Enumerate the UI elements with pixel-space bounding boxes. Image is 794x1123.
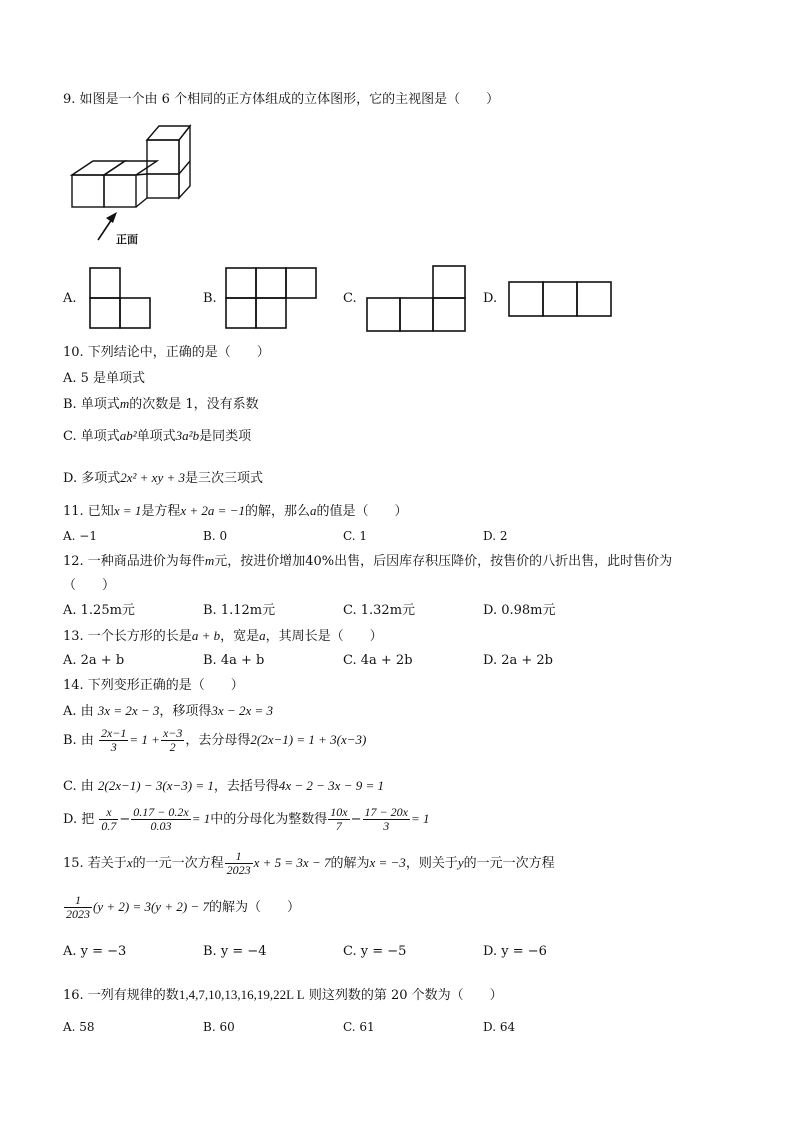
q10-option-a: A. 5 是单项式 bbox=[63, 371, 146, 386]
q12-option-c: C. 1.32m元 bbox=[343, 603, 416, 618]
q10-option-d: D. 多项式2x² + xy + 3是三次三项式 bbox=[63, 470, 264, 486]
q12-option-b: B. 1.12m元 bbox=[203, 603, 276, 618]
q11-option-c: C. 1 bbox=[343, 529, 368, 543]
q16-stem: 16. 一列有规律的数1,4,7,10,13,16,19,22L L 则这列数的第 20 个数为（ ） bbox=[63, 987, 503, 1003]
q15-option-b: B. y = −4 bbox=[203, 944, 267, 959]
q11-option-d: D. 2 bbox=[483, 529, 508, 543]
q9-option-d-figure bbox=[507, 280, 613, 318]
q10-option-c: C. 单项式ab²单项式3a²b是同类项 bbox=[63, 428, 252, 444]
q9-option-a-label: A. bbox=[63, 291, 77, 306]
q11-option-b: B. 0 bbox=[203, 529, 228, 543]
q9-3d-figure bbox=[62, 120, 202, 250]
q9-option-d-label: D. bbox=[483, 291, 498, 306]
q9-stem: 9. 如图是一个由 6 个相同的正方体组成的立体图形，它的主视图是（ ） bbox=[63, 92, 500, 107]
q14-option-d: D. 把 $\frac{x}{0.7}$ − $\frac{0.17 - 0.2x}{0.03}$ = 1中的分母化为整数得 $\frac{10x}{7}$ − $\frac{17 - 20x}{3}$ = 1 bbox=[63, 805, 430, 833]
q9-option-a-figure bbox=[88, 266, 152, 330]
q16-option-c: C. 61 bbox=[343, 1020, 375, 1034]
q13-option-b: B. 4a + b bbox=[203, 653, 265, 668]
q9-option-b-figure bbox=[224, 266, 320, 330]
q10-option-b: B. 单项式m的次数是 1，没有系数 bbox=[63, 396, 259, 412]
q14-option-b: B. 由 $\frac{2x-1}{3}$ = 1 + $\frac{x-3}{2}$ ，去分母得2(2x−1) = 1 + 3(x−3) bbox=[63, 726, 367, 754]
q11-stem: 11. 已知x = 1是方程x + 2a = −1的解，那么a的值是（ ） bbox=[63, 503, 408, 519]
q16-option-d: D. 64 bbox=[483, 1020, 516, 1034]
q10-stem: 10. 下列结论中，正确的是（ ） bbox=[63, 345, 270, 360]
q9-option-c-figure bbox=[365, 264, 469, 334]
q12-paren: （ ） bbox=[63, 578, 116, 593]
q15-option-c: C. y = −5 bbox=[343, 944, 407, 959]
q12-option-a: A. 1.25m元 bbox=[63, 603, 135, 618]
q14-option-a: A. 由 3x = 2x − 3，移项得3x − 2x = 3 bbox=[63, 703, 273, 719]
q13-option-c: C. 4a + 2b bbox=[343, 653, 413, 668]
q12-option-d: D. 0.98m元 bbox=[483, 603, 556, 618]
q16-option-b: B. 60 bbox=[203, 1020, 235, 1034]
q14-stem: 14. 下列变形正确的是（ ） bbox=[63, 678, 244, 693]
front-arrow-icon bbox=[98, 212, 117, 240]
q15-option-a: A. y = −3 bbox=[63, 944, 127, 959]
q15-option-d: D. y = −6 bbox=[483, 944, 547, 959]
q15-stem-line1: 15. 若关于x的一元一次方程 $\frac{1}{2023}$ x + 5 = 3x − 7的解为x = −3，则关于y的一元一次方程 bbox=[63, 849, 555, 877]
q13-option-a: A. 2a + b bbox=[63, 653, 125, 668]
q13-stem: 13. 一个长方形的长是a + b，宽是a，其周长是（ ） bbox=[63, 628, 383, 644]
q12-stem: 12. 一种商品进价为每件m元，按进价增加40%出售，后因库存积压降价，按售价的八折出售，此时售价为 bbox=[63, 553, 673, 569]
q15-stem-line2: $\frac{1}{2023}$ (y + 2) = 3(y + 2) − 7的解为（ ） bbox=[66, 893, 300, 921]
q9-option-b-label: B. bbox=[203, 291, 217, 306]
q9-option-c-label: C. bbox=[343, 291, 357, 306]
front-label: 正面 bbox=[116, 233, 138, 246]
q13-option-d: D. 2a + 2b bbox=[483, 653, 553, 668]
q16-option-a: A. 58 bbox=[63, 1020, 95, 1034]
q11-option-a: A. −1 bbox=[63, 529, 97, 543]
q14-option-c: C. 由 2(2x−1) − 3(x−3) = 1，去括号得4x − 2 − 3x − 9 = 1 bbox=[63, 778, 384, 794]
